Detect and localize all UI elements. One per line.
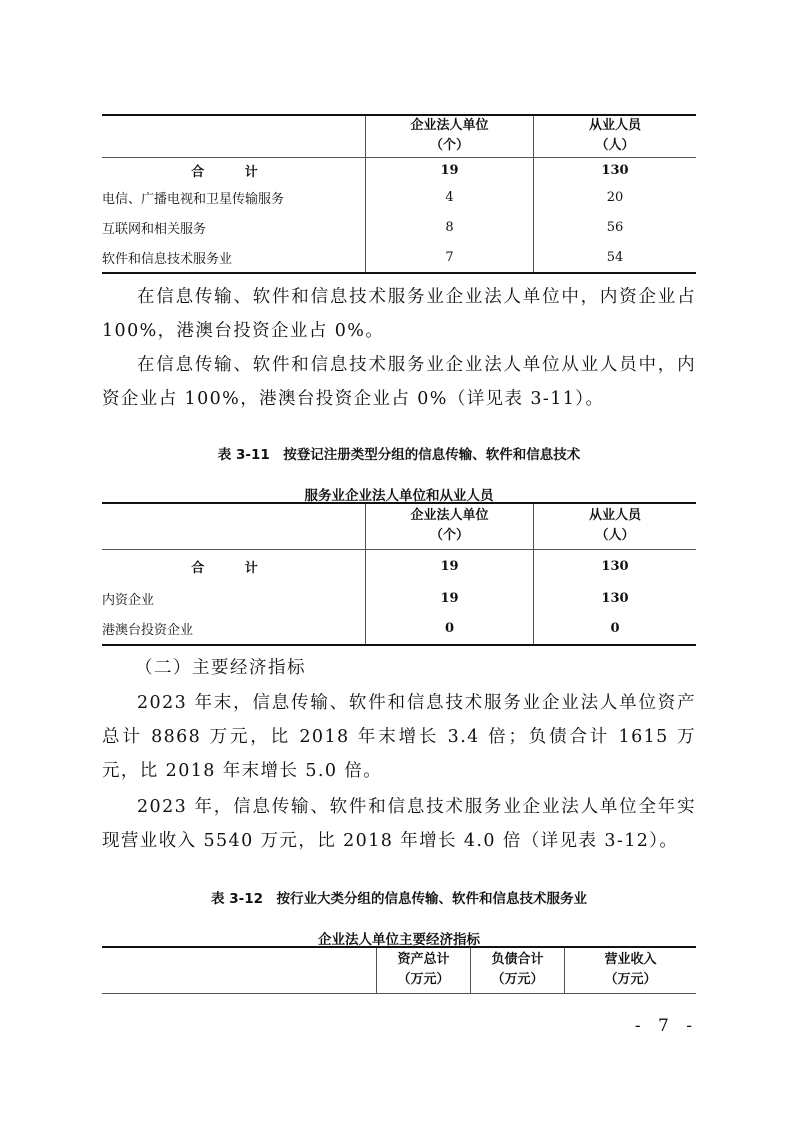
row-units: 7 [366, 243, 534, 273]
row-employees: 20 [534, 183, 697, 211]
header-employees-unit: （人） [595, 528, 635, 544]
paragraph-assets-liabilities: 2023 年末，信息传输、软件和信息技术服务业企业法人单位资产总计 8868 万元，比 2018 年末增长 3.4 倍；负债合计 1615 万元，比 2018 年末增长 5.0 倍。 [102, 693, 696, 781]
total-employees: 130 [534, 549, 697, 583]
header-units-label: 企业法人单位 [410, 118, 489, 134]
header-assets-unit: （万元） [397, 972, 450, 988]
row-units: 19 [366, 583, 534, 613]
row-units: 0 [366, 613, 534, 645]
row-label: 内资企业 [102, 592, 155, 608]
header-liabilities [471, 947, 565, 993]
table-row [102, 243, 696, 273]
table-3-11-caption-line2: 服务业企业法人单位和从业人员 [304, 488, 494, 504]
header-employees-label: 从业人员 [588, 118, 641, 134]
header-employees-unit: （人） [595, 138, 635, 154]
header-employees [534, 503, 697, 549]
total-label: 合 计 [191, 164, 276, 180]
total-employees: 130 [534, 157, 697, 183]
row-label: 电信、广播电视和卫星传输服务 [102, 191, 285, 207]
paragraph-employees-share: 在信息传输、软件和信息技术服务业企业法人单位从业人员中，内资企业占 100%，港澳台投资企业占 0%（详见表 3-11）。 [102, 355, 696, 409]
paragraph-units-share: 在信息传输、软件和信息技术服务业企业法人单位中，内资企业占 100%，港澳台投资企业占 0%。 [102, 287, 696, 341]
header-revenue-label: 营业收入 [604, 952, 657, 968]
total-units: 19 [366, 549, 534, 583]
header-units [366, 115, 534, 157]
total-label: 合 计 [191, 560, 276, 576]
table-row [102, 613, 696, 645]
row-employees: 56 [534, 211, 697, 243]
table-row-total [102, 157, 696, 183]
table-industry-units-employees [102, 114, 696, 274]
row-label: 软件和信息技术服务业 [102, 252, 233, 267]
table-row [102, 211, 696, 243]
table-header-row [102, 947, 696, 993]
header-liabilities-unit: （万元） [491, 972, 544, 988]
header-units-unit: （个） [429, 528, 469, 544]
header-units-label: 企业法人单位 [410, 508, 489, 524]
row-label: 港澳台投资企业 [102, 623, 194, 638]
header-revenue [565, 947, 697, 993]
table-row [102, 583, 696, 613]
header-liabilities-label: 负债合计 [491, 952, 544, 968]
total-units: 19 [366, 157, 534, 183]
paragraph-revenue: 2023 年，信息传输、软件和信息技术服务业企业法人单位全年实现营业收入 5540 万元，比 2018 年增长 4.0 倍（详见表 3-12）。 [102, 797, 696, 851]
row-units: 4 [366, 183, 534, 211]
header-units [366, 503, 534, 549]
header-employees [534, 115, 697, 157]
table-3-11 [102, 502, 696, 646]
table-header-row [102, 503, 696, 549]
header-employees-label: 从业人员 [588, 508, 641, 524]
table-3-11-caption-line1: 表 3-11 按登记注册类型分组的信息传输、软件和信息技术 [217, 447, 581, 463]
table-3-12-caption-line2: 企业法人单位主要经济指标 [318, 932, 480, 948]
row-label: 互联网和相关服务 [102, 221, 207, 237]
header-assets-label: 资产总计 [397, 952, 450, 968]
row-employees: 130 [534, 583, 697, 613]
table-row [102, 183, 696, 211]
section-heading: （二）主要经济指标 [135, 658, 306, 678]
table-header-row [102, 115, 696, 157]
page-number: - 7 - [634, 1016, 698, 1036]
header-assets [377, 947, 471, 993]
header-blank [102, 115, 366, 157]
header-units-unit: （个） [429, 138, 469, 154]
table-3-12-caption-line1: 表 3-12 按行业大类分组的信息传输、软件和信息技术服务业 [211, 891, 587, 907]
header-revenue-unit: （万元） [604, 972, 657, 988]
row-employees: 0 [534, 613, 697, 645]
header-blank [102, 947, 377, 993]
row-units: 8 [366, 211, 534, 243]
table-row-total [102, 549, 696, 583]
header-blank [102, 503, 366, 549]
row-employees: 54 [534, 243, 697, 273]
table-3-12 [102, 946, 696, 994]
